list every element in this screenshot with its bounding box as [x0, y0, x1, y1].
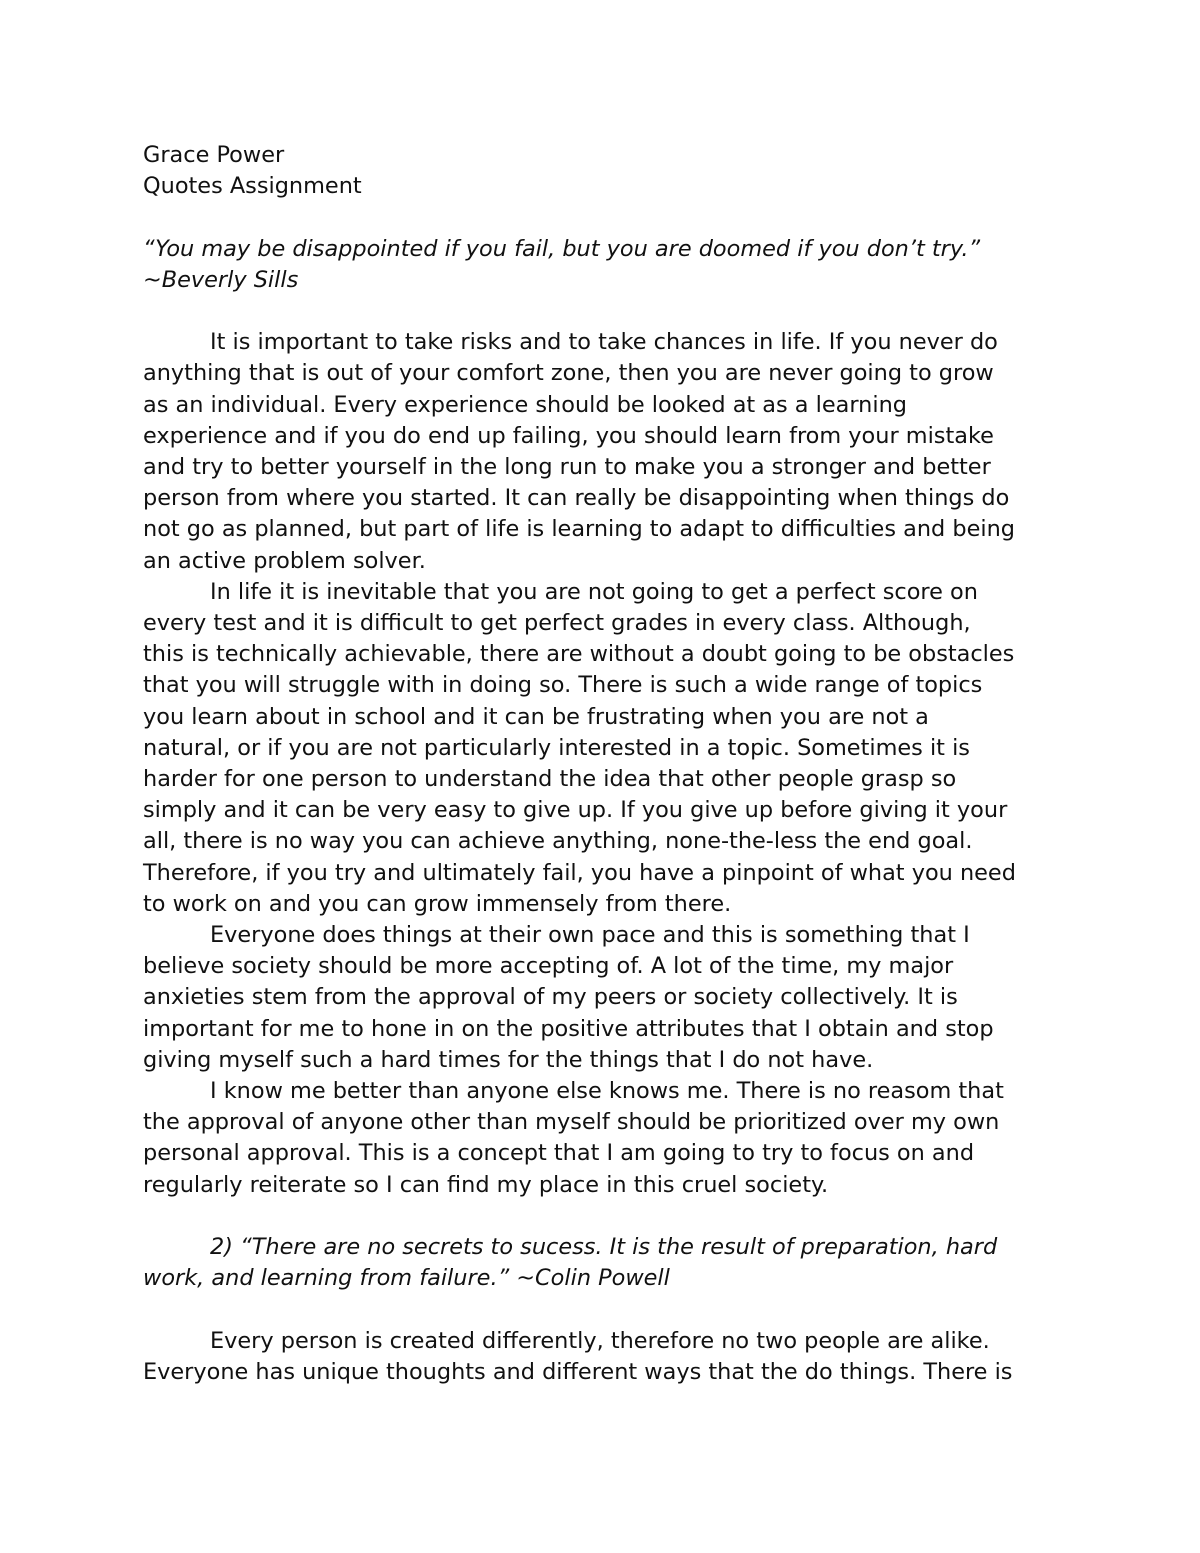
- paragraph-line: I know me better than anyone else knows me. There is no reasom that: [210, 1078, 1004, 1105]
- quote-2-text-continued: work, and learning from failure.” ~Colin Powell: [143, 1265, 670, 1292]
- essay-2-paragraph-1: [143, 1326, 1063, 1388]
- paragraph-line: the approval of anyone other than myself should be prioritized over my own: [143, 1109, 1000, 1136]
- spacer: [143, 1294, 1063, 1325]
- paragraph-line: all, there is no way you can achieve anything, none-the-less the end goal.: [143, 828, 973, 855]
- paragraph-line: not go as planned, but part of life is learning to adapt to difficulties and being: [143, 516, 1015, 543]
- paragraph-line: anxieties stem from the approval of my peers or society collectively. It is: [143, 984, 958, 1011]
- paragraph-line: Every person is created differently, therefore no two people are alike.: [210, 1327, 990, 1354]
- quote-1-attribution: ~Beverly Sills: [143, 266, 299, 293]
- spacer: [143, 202, 1063, 233]
- paragraph-line: experience and if you do end up failing, you should learn from your mistake: [143, 422, 994, 449]
- essay-1-paragraph-4: [143, 1076, 1063, 1201]
- paragraph-line: Everyone does things at their own pace and this is something that I: [210, 922, 970, 949]
- paragraph-line: In life it is inevitable that you are not going to get a perfect score on: [210, 578, 978, 605]
- paragraph-line: an active problem solver.: [143, 547, 426, 574]
- paragraph-line: harder for one person to understand the idea that other people grasp so: [143, 766, 957, 793]
- paragraph-line: simply and it can be very easy to give up. If you give up before giving it your: [143, 797, 1008, 824]
- quote-1-text: “You may be disappointed if you fail, but you are doomed if you don’t try.”: [143, 235, 981, 262]
- essay-1-paragraph-2: [143, 577, 1063, 920]
- paragraph-line: personal approval. This is a concept that I am going to try to focus on and: [143, 1140, 975, 1167]
- assignment-title: Quotes Assignment: [143, 173, 362, 200]
- paragraph-line: to work on and you can grow immensely from there.: [143, 890, 732, 917]
- quote-2-text: 2) “There are no secrets to sucess. It is the result of preparation, hard: [210, 1234, 998, 1261]
- paragraph-line: every test and it is difficult to get perfect grades in every class. Although,: [143, 610, 971, 637]
- spacer: [143, 1201, 1063, 1232]
- paragraph-line: believe society should be more accepting of. A lot of the time, my major: [143, 953, 954, 980]
- paragraph-line: regularly reiterate so I can find my place in this cruel society.: [143, 1171, 829, 1198]
- paragraph-line: giving myself such a hard times for the things that I do not have.: [143, 1046, 874, 1073]
- paragraph-line: important for me to hone in on the positive attributes that I obtain and stop: [143, 1015, 994, 1042]
- author-name: Grace Power: [143, 142, 285, 168]
- paragraph-line: you learn about in school and it can be frustrating when you are not a: [143, 703, 929, 730]
- paragraph-line: Therefore, if you try and ultimately fail, you have a pinpoint of what you need: [143, 859, 1016, 886]
- paragraph-line: anything that is out of your comfort zone, then you are never going to grow: [143, 360, 994, 387]
- essay-1-paragraph-3: [143, 920, 1063, 1076]
- spacer: [143, 296, 1063, 327]
- document-page: [143, 140, 1063, 1388]
- paragraph-line: and try to better yourself in the long run to make you a stronger and better: [143, 454, 991, 480]
- paragraph-line: that you will struggle with in doing so. There is such a wide range of topics: [143, 672, 983, 699]
- essay-1-paragraph-1: [143, 327, 1063, 577]
- paragraph-line: It is important to take risks and to take chances in life. If you never do: [210, 329, 998, 356]
- paragraph-line: person from where you started. It can really be disappointing when things do: [143, 485, 1010, 512]
- paragraph-line: natural, or if you are not particularly interested in a topic. Sometimes it is: [143, 734, 970, 761]
- paragraph-line: as an individual. Every experience should be looked at as a learning: [143, 391, 907, 418]
- paragraph-line: Everyone has unique thoughts and different ways that the do things. There is: [143, 1358, 1013, 1385]
- paragraph-line: this is technically achievable, there are without a doubt going to be obstacles: [143, 641, 1015, 668]
